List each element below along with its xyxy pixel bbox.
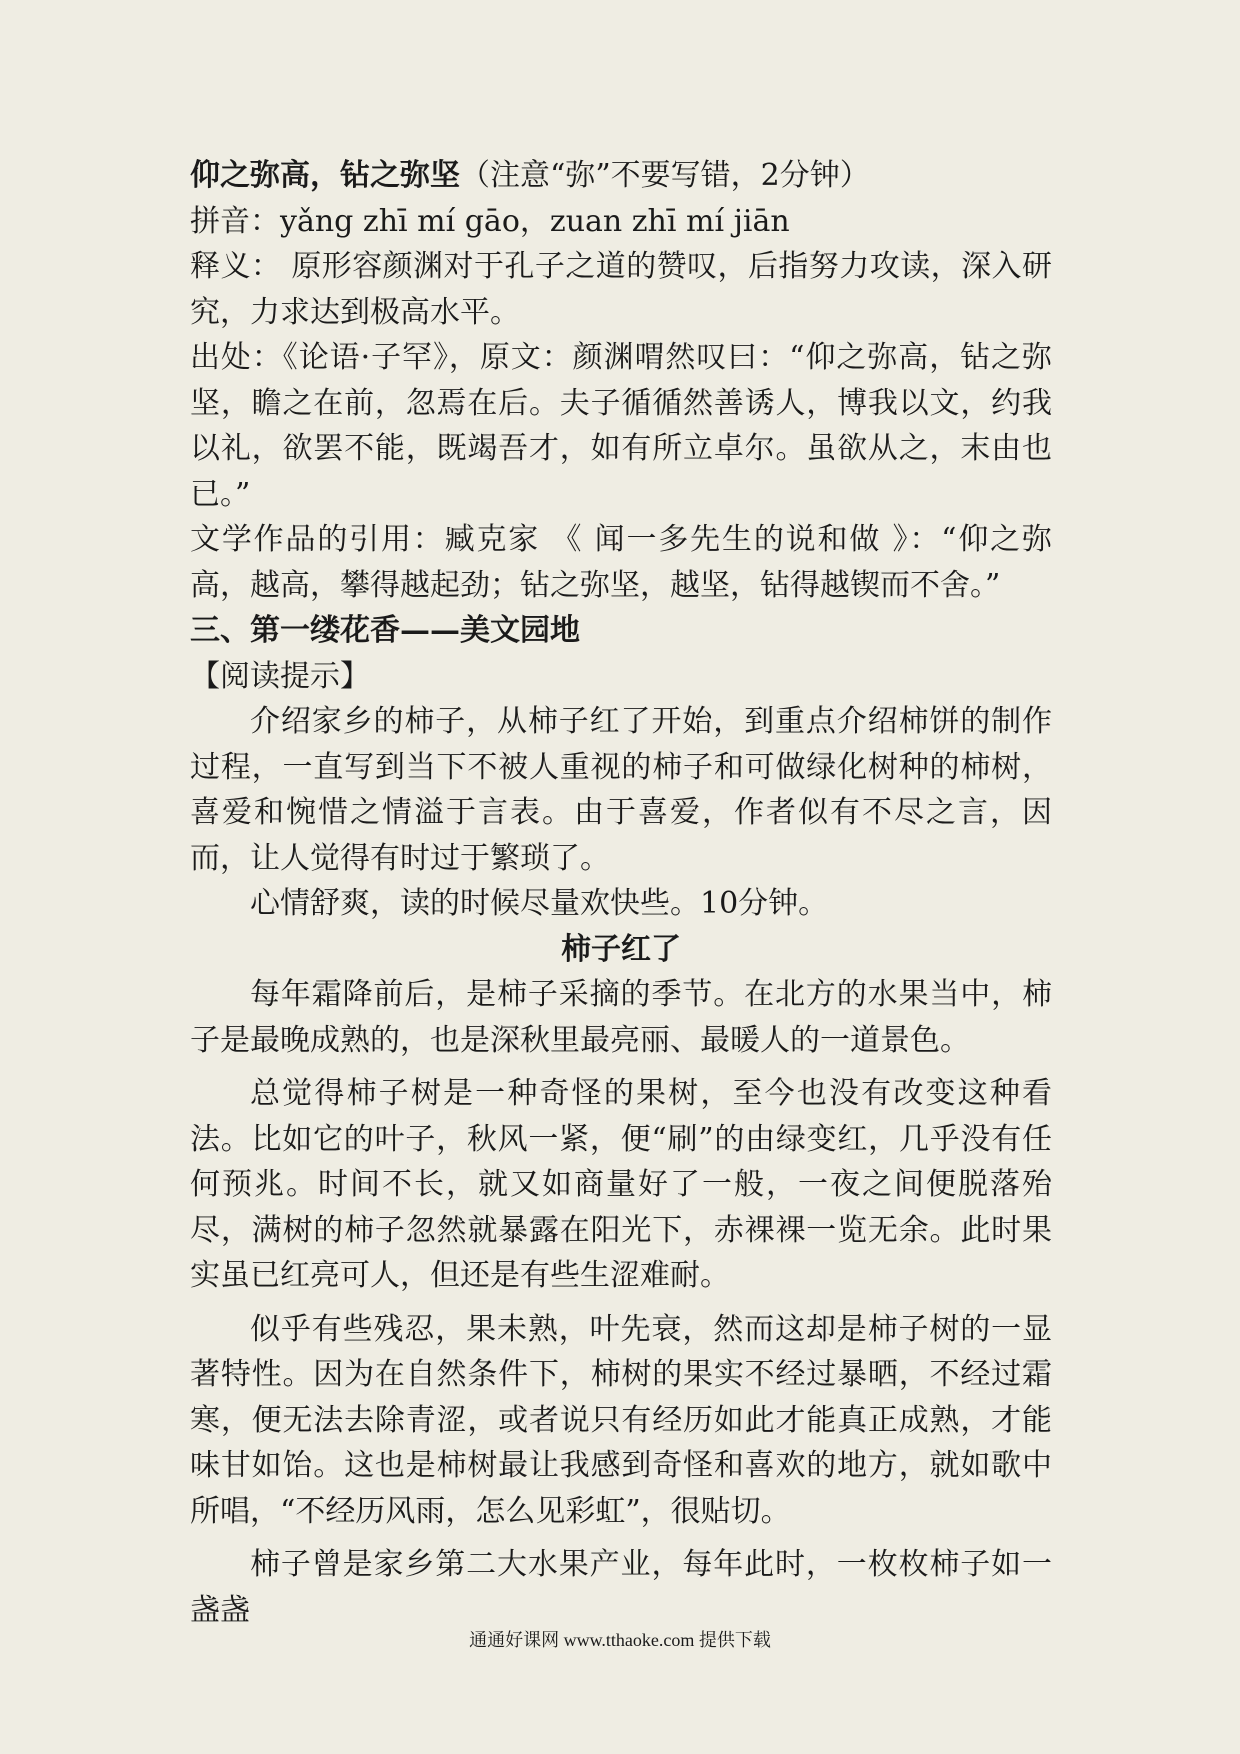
idiom-quote: 文学作品的引用：臧克家 《 闻一多先生的说和做 》：“仰之弥高，越高，攀得越起劲；钻之弥坚，越坚，钻得越锲而不舍。”	[190, 522, 1052, 603]
idiom-heading-line	[190, 153, 1052, 199]
idiom-title: 仰之弥高，钻之弥坚	[190, 158, 460, 193]
idiom-note: （注意“弥”不要写错，2分钟）	[460, 158, 870, 193]
idiom-pinyin: 拼音：yǎng zhī mí gāo，zuan zhī mí jiān	[190, 203, 790, 239]
reading-tip-label: 【阅读提示】	[190, 658, 370, 694]
document-body	[190, 153, 1052, 1633]
idiom-source: 出处：《论语·子罕》，原文：颜渊喟然叹曰：“仰之弥高，钻之弥坚，瞻之在前，忽焉在后。夫子循循然善诱人，博我以文，约我以礼，欲罢不能，既竭吾才，如有所立卓尔。虽欲从之，末由也已。”	[190, 340, 1052, 512]
article-paragraph: 柿子曾是家乡第二大水果产业，每年此时，一枚枚柿子如一盏盏	[190, 1547, 1052, 1628]
page-footer: 通通好课网 www.tthaoke.com 提供下载	[469, 1630, 771, 1650]
article-paragraph: 每年霜降前后，是柿子采摘的季节。在北方的水果当中，柿子是最晚成熟的，也是深秋里最亮丽、最暖人的一道景色。	[190, 977, 1052, 1058]
reading-tip-paragraph: 心情舒爽，读的时候尽量欢快些。10分钟。	[250, 886, 829, 921]
article-paragraph: 似乎有些残忍，果未熟，叶先衰，然而这却是柿子树的一显著特性。因为在自然条件下，柿树的果实不经过暴晒，不经过霜寒，便无法去除青涩，或者说只有经历如此才能真正成熟，才能味甘如饴。这也是柿树最让我感到奇怪和喜欢的地方，就如歌中所唱，“不经历风雨，怎么见彩虹”，很贴切。	[190, 1311, 1052, 1529]
section-heading: 三、第一缕花香——美文园地	[190, 613, 580, 648]
idiom-meaning: 释义： 原形容颜渊对于孔子之道的赞叹，后指努力攻读，深入研究，力求达到极高水平。	[190, 249, 1052, 330]
article-title: 柿子红了	[561, 931, 681, 967]
reading-tip-paragraph: 介绍家乡的柿子，从柿子红了开始，到重点介绍柿饼的制作过程，一直写到当下不被人重视的柿子和可做绿化树种的柿树，喜爱和惋惜之情溢于言表。由于喜爱，作者似有不尽之言，因而，让人觉得有时过于繁琐了。	[190, 704, 1052, 876]
article-paragraph: 总觉得柿子树是一种奇怪的果树，至今也没有改变这种看法。比如它的叶子，秋风一紧，便“刷”的由绿变红，几乎没有任何预兆。时间不长，就又如商量好了一般，一夜之间便脱落殆尽，满树的柿子忽然就暴露在阳光下，赤裸裸一览无余。此时果实虽已红亮可人，但还是有些生涩难耐。	[190, 1076, 1052, 1293]
